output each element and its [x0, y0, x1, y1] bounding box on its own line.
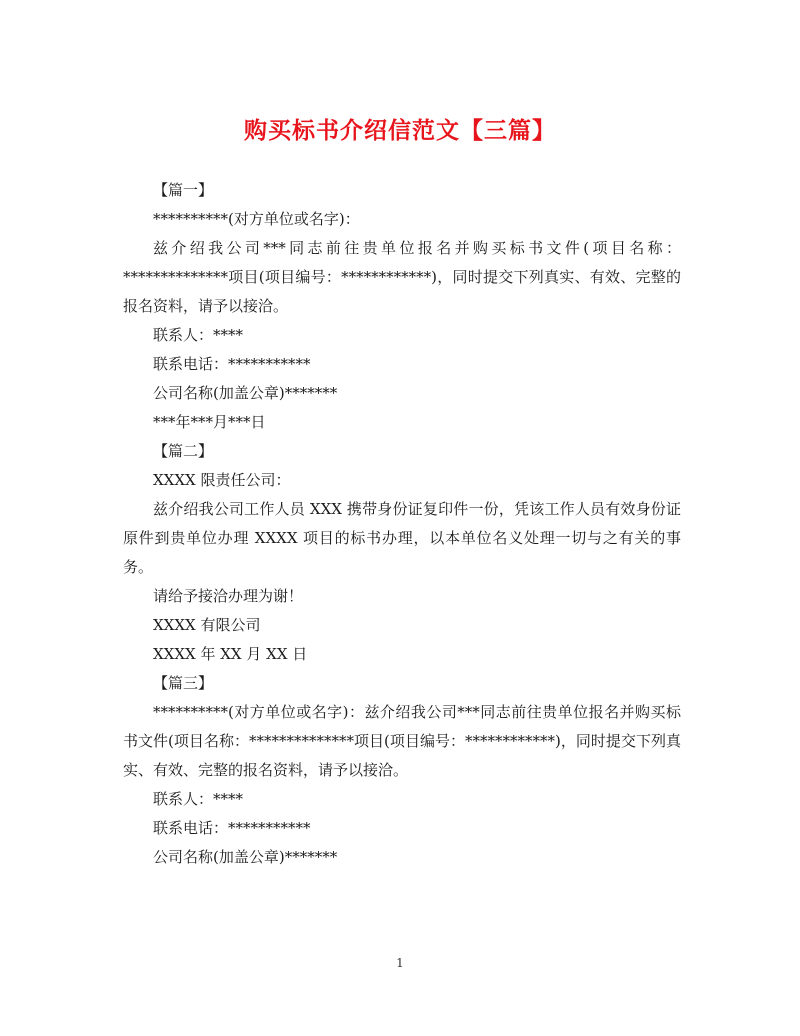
company-name: XXXX 有限公司 — [153, 616, 261, 634]
body-paragraph: **********(对方单位或名字)：兹介绍我公司***同志前往贵单位报名并购买标书文件(项目名称：**************项目(项目编号：************)，同时提交下列真实、有效、完整的报名资料，请予以接洽。 — [123, 703, 681, 779]
contact-phone: 联系电话：*********** — [153, 355, 311, 373]
document-title: 购买标书介绍信范文【三篇】 — [244, 117, 556, 144]
body-paragraph: 兹介绍我公司工作人员 XXX 携带身份证复印件一份，凭该工作人员有效身份证原件到贵单位办理 XXXX 项目的标书办理，以本单位名义处理一切与之有关的事务。 — [123, 500, 681, 576]
date-line: ***年***月***日 — [153, 413, 266, 431]
contact-phone: 联系电话：*********** — [153, 819, 311, 837]
document-body — [123, 176, 681, 872]
company-name: 公司名称(加盖公章)******* — [153, 848, 338, 866]
section-heading-1: 【篇一】 — [153, 181, 214, 199]
company-name: 公司名称(加盖公章)******* — [153, 384, 338, 402]
salutation: **********(对方单位或名字)： — [153, 210, 360, 228]
contact-person: 联系人：**** — [153, 326, 244, 344]
body-paragraph: 兹介绍我公司***同志前往贵单位报名并购买标书文件(项目名称：**************项目(项目编号：************)，同时提交下列真实、有效、完整的报名资料，请予以接洽。 — [123, 239, 681, 315]
closing-line: 请给予接洽办理为谢！ — [153, 587, 304, 605]
section-heading-2: 【篇二】 — [153, 442, 214, 460]
salutation: XXXX 限责任公司： — [153, 471, 291, 489]
date-line: XXXX 年 XX 月 XX 日 — [153, 645, 308, 663]
page-number: 1 — [396, 956, 404, 970]
contact-person: 联系人：**** — [153, 790, 244, 808]
section-heading-3: 【篇三】 — [153, 674, 214, 692]
